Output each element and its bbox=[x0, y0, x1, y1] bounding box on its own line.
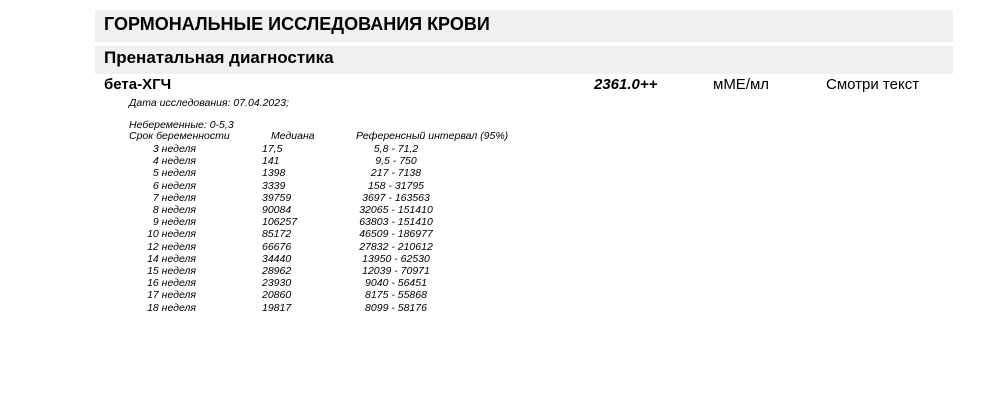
row-interval: 3697 - 163563 bbox=[362, 191, 430, 204]
row-median: 1398 bbox=[262, 167, 286, 180]
row-term: 8 неделя bbox=[152, 204, 196, 216]
row-term: 16 неделя bbox=[147, 277, 196, 290]
row-interval: 9,5 - 750 bbox=[375, 155, 417, 168]
row-median: 34440 bbox=[262, 252, 292, 265]
table-row bbox=[0, 204, 1000, 216]
row-median: 39759 bbox=[262, 191, 292, 204]
table-row bbox=[0, 277, 1000, 289]
row-interval: 158 - 31795 bbox=[367, 179, 425, 192]
row-term: 18 неделя bbox=[147, 301, 196, 314]
row-interval: 5,8 - 71,2 bbox=[373, 143, 419, 155]
row-term: 15 неделя bbox=[147, 265, 196, 277]
table-row bbox=[0, 302, 1000, 314]
row-interval: 9040 - 56451 bbox=[365, 277, 427, 290]
column-header-interval: Референсный интервал (95%) bbox=[356, 130, 509, 142]
row-median: 20860 bbox=[262, 289, 292, 302]
row-median: 141 bbox=[262, 155, 280, 168]
row-interval: 63803 - 151410 bbox=[359, 216, 433, 229]
table-row bbox=[0, 265, 1000, 277]
table-row bbox=[0, 143, 1000, 155]
section-title: ГОРМОНАЛЬНЫЕ ИССЛЕДОВАНИЯ КРОВИ bbox=[104, 14, 490, 34]
row-interval: 8099 - 58176 bbox=[365, 301, 427, 314]
row-term: 7 неделя bbox=[152, 191, 196, 204]
row-term: 12 неделя bbox=[147, 240, 196, 253]
row-median: 19817 bbox=[262, 301, 292, 314]
non-pregnant-range: Небеременные: 0-5,3 bbox=[129, 119, 234, 131]
table-row bbox=[0, 241, 1000, 253]
row-median: 23930 bbox=[262, 277, 292, 290]
table-row bbox=[0, 216, 1000, 228]
row-median: 28962 bbox=[262, 265, 292, 277]
table-row bbox=[0, 180, 1000, 192]
table-row bbox=[0, 253, 1000, 265]
row-term: 17 неделя bbox=[147, 289, 196, 302]
table-row bbox=[0, 228, 1000, 240]
table-row bbox=[0, 155, 1000, 167]
test-reference: Смотри текст bbox=[826, 76, 920, 93]
row-term: 6 неделя bbox=[152, 179, 196, 192]
test-unit: мМЕ/мл bbox=[713, 76, 770, 93]
column-header-median: Медиана bbox=[271, 130, 315, 142]
table-row bbox=[0, 167, 1000, 179]
row-term: 14 неделя bbox=[147, 252, 196, 265]
row-term: 9 неделя bbox=[152, 216, 196, 229]
row-interval: 12039 - 70971 bbox=[362, 265, 430, 277]
row-term: 4 неделя bbox=[152, 155, 196, 168]
row-interval: 8175 - 55868 bbox=[365, 289, 427, 302]
row-median: 85172 bbox=[262, 228, 292, 241]
subsection-title: Пренатальная диагностика bbox=[104, 48, 334, 67]
row-interval: 217 - 7138 bbox=[370, 167, 422, 180]
column-header-term: Срок беременности bbox=[129, 130, 230, 142]
row-median: 90084 bbox=[262, 204, 292, 216]
row-interval: 32065 - 151410 bbox=[359, 204, 433, 216]
row-median: 3339 bbox=[262, 179, 286, 192]
row-median: 106257 bbox=[262, 216, 298, 229]
row-interval: 46509 - 186977 bbox=[359, 228, 433, 241]
test-name: бета-ХГЧ bbox=[104, 76, 172, 93]
row-term: 10 неделя bbox=[147, 228, 196, 241]
row-median: 17,5 bbox=[262, 143, 283, 155]
test-date: Дата исследования: 07.04.2023; bbox=[129, 97, 289, 109]
row-term: 3 неделя bbox=[152, 143, 196, 155]
row-interval: 13950 - 62530 bbox=[362, 252, 430, 265]
table-row bbox=[0, 289, 1000, 301]
row-median: 66676 bbox=[262, 240, 292, 253]
table-row bbox=[0, 192, 1000, 204]
test-result: 2361.0++ bbox=[594, 76, 658, 93]
row-interval: 27832 - 210612 bbox=[359, 240, 433, 253]
row-term: 5 неделя bbox=[152, 167, 196, 180]
